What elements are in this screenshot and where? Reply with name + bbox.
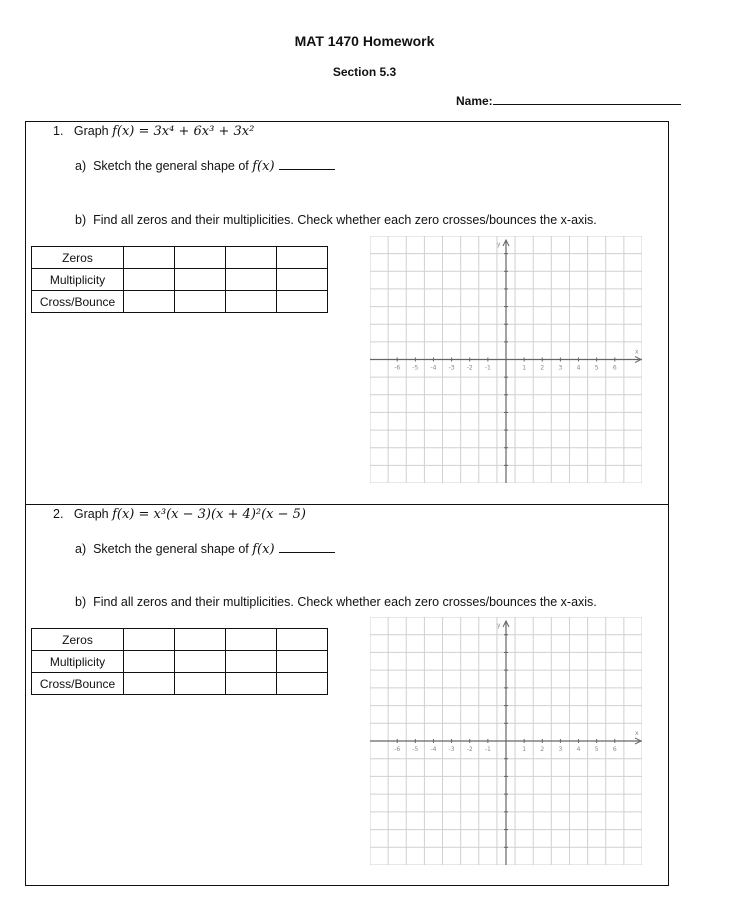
part-a-text: Sketch the general shape of (93, 542, 249, 556)
table-row (32, 247, 328, 269)
section-label: Section 5.3 (332, 65, 397, 79)
table-row (32, 629, 328, 651)
table-cell[interactable] (226, 673, 277, 695)
part-a-text: Sketch the general shape of (93, 159, 249, 173)
x-tick-label: 1 (522, 746, 527, 753)
x-tick-label: -1 (484, 364, 491, 372)
x-tick-label: -1 (484, 746, 491, 753)
row-label-multiplicity: Multiplicity (32, 269, 124, 291)
problem-2-zeros-table (31, 628, 328, 695)
table-cell[interactable] (277, 629, 328, 651)
table-cell[interactable] (277, 651, 328, 673)
problem-2-function: f(x) = x³(x − 3)(x + 4)²(x − 5) (112, 507, 307, 522)
row-label-cross-bounce: Cross/Bounce (32, 673, 124, 695)
problem-2-graph-label: Graph (73, 507, 109, 521)
part-a-fx: f(x) (252, 159, 275, 174)
part-b-label: b) (75, 595, 87, 609)
name-line[interactable] (493, 94, 681, 105)
problem-1-function: f(x) = 3x⁴ + 6x³ + 3x² (112, 124, 255, 139)
x-tick-label: 6 (612, 746, 617, 753)
table-cell[interactable] (226, 247, 277, 269)
table-row (32, 291, 328, 313)
x-tick-label: -3 (448, 746, 455, 753)
problem-2-grid[interactable] (370, 617, 642, 865)
table-cell[interactable] (124, 247, 175, 269)
x-tick-label: -5 (412, 364, 419, 372)
table-cell[interactable] (124, 291, 175, 313)
page-title: MAT 1470 Homework (294, 33, 435, 49)
table-cell[interactable] (277, 673, 328, 695)
table-cell[interactable] (175, 629, 226, 651)
part-b-label: b) (75, 213, 87, 227)
part-b-text: Find all zeros and their multiplicities. Check whether each zero crosses/bounces the x-axis. (93, 213, 597, 227)
x-tick-label: -6 (394, 746, 401, 753)
table-cell[interactable] (175, 291, 226, 313)
x-tick-label: 3 (558, 746, 563, 753)
table-cell[interactable] (124, 651, 175, 673)
table-cell[interactable] (124, 269, 175, 291)
table-row (32, 269, 328, 291)
x-tick-label: 6 (612, 364, 617, 372)
x-tick-label: 4 (576, 746, 581, 753)
problem-1-grid[interactable] (370, 236, 642, 483)
row-label-cross-bounce: Cross/Bounce (32, 291, 124, 313)
problem-2-number: 2. (53, 507, 64, 521)
x-tick-label: -4 (430, 746, 437, 753)
x-tick-label: -3 (448, 364, 455, 372)
part-b-text: Find all zeros and their multiplicities. Check whether each zero crosses/bounces the x-axis. (93, 595, 597, 609)
table-cell[interactable] (175, 247, 226, 269)
table-cell[interactable] (175, 651, 226, 673)
name-label: Name: (456, 94, 493, 108)
x-tick-label: -2 (466, 364, 473, 372)
x-axis-label: x (635, 348, 639, 356)
table-cell[interactable] (226, 629, 277, 651)
problem-1-part-b (75, 213, 597, 227)
part-a-label: a) (75, 542, 87, 556)
x-tick-label: 3 (558, 364, 563, 372)
part-a-answer-line[interactable] (279, 159, 335, 170)
table-cell[interactable] (175, 673, 226, 695)
problem-1-graph-label: Graph (73, 124, 109, 138)
part-a-fx: f(x) (252, 542, 275, 557)
problem-2-part-a (75, 542, 335, 557)
x-tick-label: 5 (594, 364, 599, 372)
x-tick-label: 5 (594, 746, 599, 753)
y-axis-label: y (497, 622, 501, 629)
table-cell[interactable] (175, 269, 226, 291)
table-cell[interactable] (124, 629, 175, 651)
x-tick-label: 4 (576, 364, 581, 372)
table-row (32, 673, 328, 695)
x-axis-label: x (635, 730, 639, 737)
table-row (32, 651, 328, 673)
y-axis-label: y (497, 241, 501, 248)
row-label-zeros: Zeros (32, 247, 124, 269)
name-field[interactable] (456, 94, 681, 108)
problem-1-number: 1. (53, 124, 64, 138)
table-cell[interactable] (277, 247, 328, 269)
row-label-zeros: Zeros (32, 629, 124, 651)
table-cell[interactable] (226, 291, 277, 313)
part-a-label: a) (75, 159, 87, 173)
part-a-answer-line[interactable] (279, 542, 335, 553)
table-cell[interactable] (277, 269, 328, 291)
table-cell[interactable] (124, 673, 175, 695)
table-cell[interactable] (277, 291, 328, 313)
table-cell[interactable] (226, 651, 277, 673)
problem-2-part-b (75, 595, 597, 609)
x-tick-label: -5 (412, 746, 419, 753)
x-tick-label: 2 (540, 746, 545, 753)
problem-1-part-a (75, 159, 335, 174)
x-tick-label: 1 (522, 364, 527, 372)
x-tick-label: 2 (540, 364, 545, 372)
x-tick-label: -2 (466, 746, 473, 753)
problem-1-zeros-table (31, 246, 328, 313)
problem-2-statement (53, 507, 306, 522)
table-cell[interactable] (226, 269, 277, 291)
x-tick-label: -6 (394, 364, 401, 372)
row-label-multiplicity: Multiplicity (32, 651, 124, 673)
problem-1-statement (53, 124, 254, 139)
x-tick-label: -4 (430, 364, 437, 372)
